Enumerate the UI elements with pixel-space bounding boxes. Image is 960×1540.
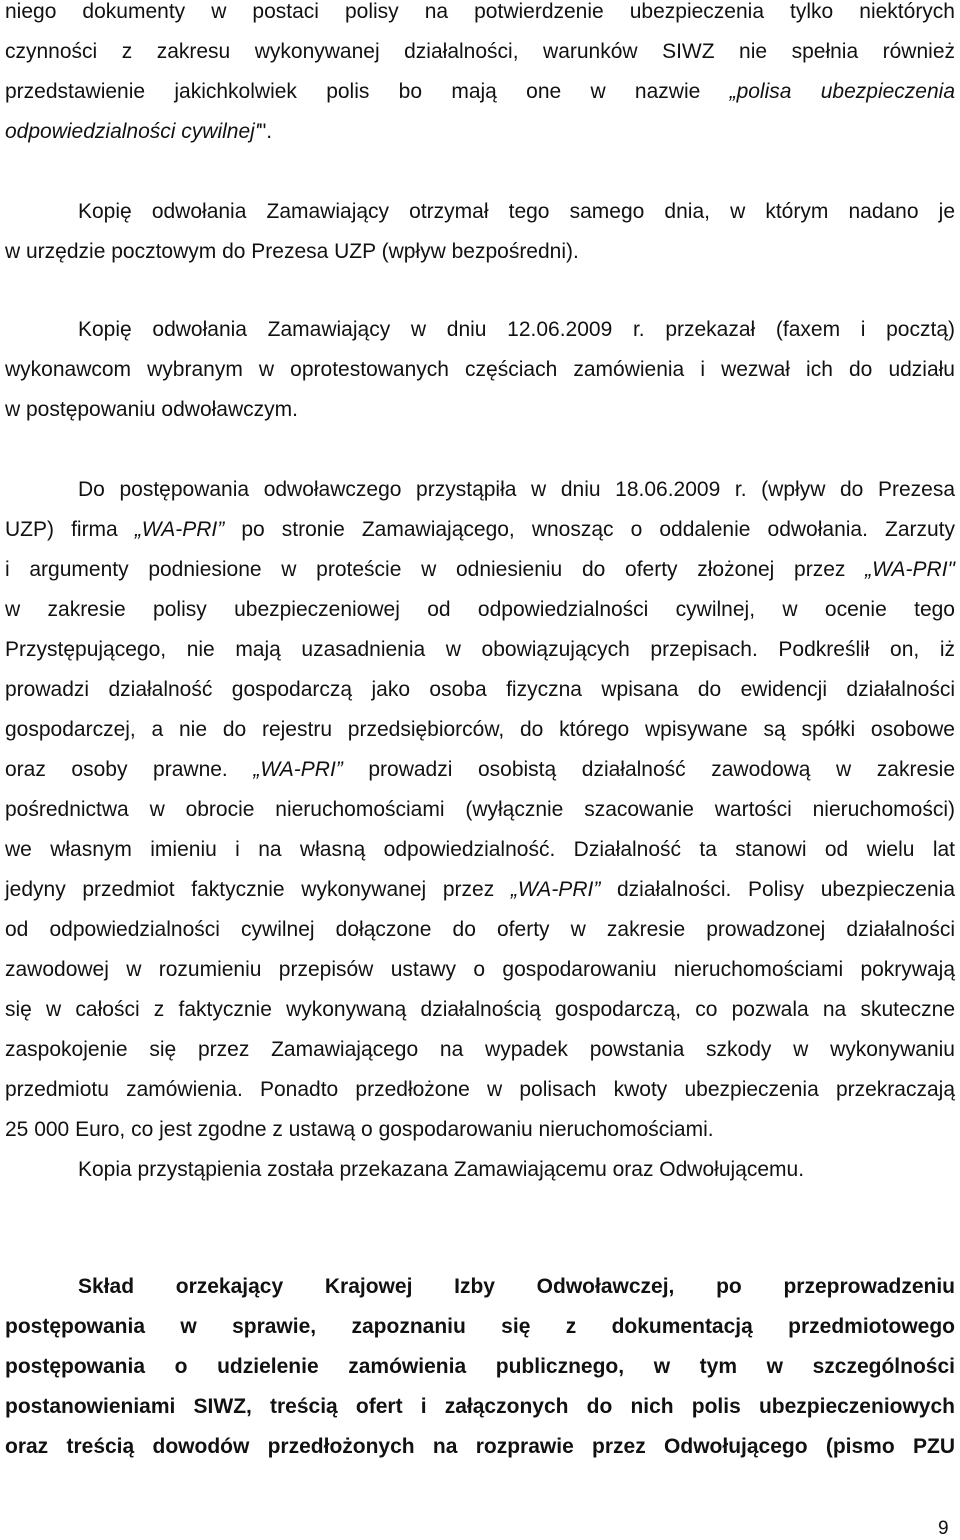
text-segment: i argumenty podniesione w proteście w odniesieniu do oferty złożonej przez (5, 558, 866, 581)
text-segment: zawodowej w rozumieniu przepisów ustawy o gospodarowaniu nieruchomościami pokrywają (5, 958, 955, 981)
text-line (78, 1273, 955, 1301)
text-line (5, 996, 955, 1024)
text-line (5, 0, 955, 26)
text-segment: niego dokumenty w postaci polisy na potwierdzenie ubezpieczenia tylko niektórych (5, 0, 955, 23)
text-line (5, 38, 955, 66)
text-line (5, 1036, 955, 1064)
text-line (5, 1116, 955, 1144)
text-line (5, 956, 955, 984)
italic-text: „WA-PRI” (510, 878, 601, 901)
text-line (5, 356, 955, 384)
text-segment: przedstawienie jakichkolwiek polis bo mają one w nazwie (5, 80, 730, 103)
text-segment: oraz osoby prawne. (5, 758, 254, 781)
text-line (78, 1156, 955, 1184)
text-segment: Przystępującego, nie mają uzasadnienia w obowiązujących przepisach. Podkreślił on, iż (5, 638, 955, 661)
text-line (78, 198, 955, 226)
italic-text: „WA-PRI” (134, 518, 225, 541)
text-line (5, 238, 955, 266)
italic-text: „polisa ubezpieczenia (729, 80, 955, 103)
text-line (5, 756, 955, 784)
text-segment: wykonawcom wybranym w oprotestowanych częściach zamówienia i wezwał ich do udziału (5, 358, 955, 381)
text-segment: działalności. Polisy ubezpieczenia (600, 878, 955, 901)
italic-text: odpowiedzialności cywilnej' (5, 120, 259, 143)
text-line (5, 716, 955, 744)
text-segment: Kopię odwołania Zamawiający w dniu 12.06.2009 r. przekazał (faxem i pocztą) (78, 318, 955, 341)
text-segment: przedmiotu zamówienia. Ponadto przedłożone w polisach kwoty ubezpieczenia przekraczają (5, 1078, 955, 1101)
text-segment: Skład orzekający Krajowej Izby Odwoławczej, po przeprowadzeniu (78, 1275, 955, 1298)
text-line (5, 1076, 955, 1104)
text-segment: 25 000 Euro, co jest zgodne z ustawą o gospodarowaniu nieruchomościami. (5, 1118, 714, 1141)
text-line (5, 676, 955, 704)
text-line (78, 476, 955, 504)
text-segment: UZP) firma (5, 518, 135, 541)
text-segment: we własnym imieniu i na własną odpowiedzialność. Działalność ta stanowi od wielu lat (5, 838, 955, 861)
italic-text: „WA-PRI" (865, 558, 955, 581)
text-segment: postępowania o udzielenie zamówienia publicznego, w tym w szczególności (5, 1355, 955, 1378)
text-line (5, 1313, 955, 1341)
text-line (5, 556, 955, 584)
text-line (5, 636, 955, 664)
text-segment: czynności z zakresu wykonywanej działalności, warunków SIWZ nie spełnia również (5, 40, 955, 63)
text-segment: postanowieniami SIWZ, treścią ofert i załączonych do nich polis ubezpieczeniowych (5, 1395, 955, 1418)
text-segment: ". (258, 120, 273, 143)
page-number: 9 (938, 1518, 949, 1539)
text-segment: w postępowaniu odwoławczym. (5, 398, 298, 421)
text-segment: zaspokojenie się przez Zamawiającego na wypadek powstania szkody w wykonywaniu (5, 1038, 955, 1061)
text-segment: Do postępowania odwoławczego przystąpiła w dniu 18.06.2009 r. (wpływ do Prezesa (78, 478, 955, 501)
text-line (5, 1393, 955, 1421)
text-segment: Kopia przystąpienia została przekazana Zamawiającemu oraz Odwołującemu. (78, 1158, 805, 1181)
text-segment: w zakresie polisy ubezpieczeniowej od odpowiedzialności cywilnej, w ocenie tego (5, 598, 955, 621)
text-line (5, 1353, 955, 1381)
text-segment: gospodarczej, a nie do rejestru przedsiębiorców, do którego wpisywane są spółki osobowe (5, 718, 955, 741)
text-segment: w urzędzie pocztowym do Prezesa UZP (wpływ bezpośredni). (5, 240, 579, 263)
text-segment: się w całości z faktycznie wykonywaną działalnością gospodarczą, co pozwala na skuteczne (5, 998, 955, 1021)
text-line (5, 1433, 955, 1461)
text-segment: od odpowiedzialności cywilnej dołączone do oferty w zakresie prowadzonej działalności (5, 918, 955, 941)
text-line (78, 316, 955, 344)
text-line (5, 836, 955, 864)
text-segment: prowadzi działalność gospodarczą jako osoba fizyczna wpisana do ewidencji działalności (5, 678, 955, 701)
text-line (5, 876, 955, 904)
text-segment: oraz treścią dowodów przedłożonych na rozprawie przez Odwołującego (pismo PZU (5, 1435, 955, 1458)
text-segment: pośrednictwa w obrocie nieruchomościami (wyłącznie szacowanie wartości nieruchomości) (5, 798, 955, 821)
text-segment: jedyny przedmiot faktycznie wykonywanej przez (5, 878, 511, 901)
text-segment: prowadzi osobistą działalność zawodową w zakresie (342, 758, 955, 781)
italic-text: „WA-PRI” (253, 758, 343, 781)
text-line (5, 796, 955, 824)
text-line (5, 78, 955, 106)
text-line (5, 396, 955, 424)
text-segment: postępowania w sprawie, zapoznaniu się z dokumentacją przedmiotowego (5, 1315, 955, 1338)
text-line (5, 596, 955, 624)
text-segment: po stronie Zamawiającego, wnosząc o oddalenie odwołania. Zarzuty (224, 518, 956, 541)
text-line (5, 118, 955, 146)
text-line (5, 516, 955, 544)
text-line (5, 916, 955, 944)
text-segment: Kopię odwołania Zamawiający otrzymał tego samego dnia, w którym nadano je (78, 200, 955, 223)
